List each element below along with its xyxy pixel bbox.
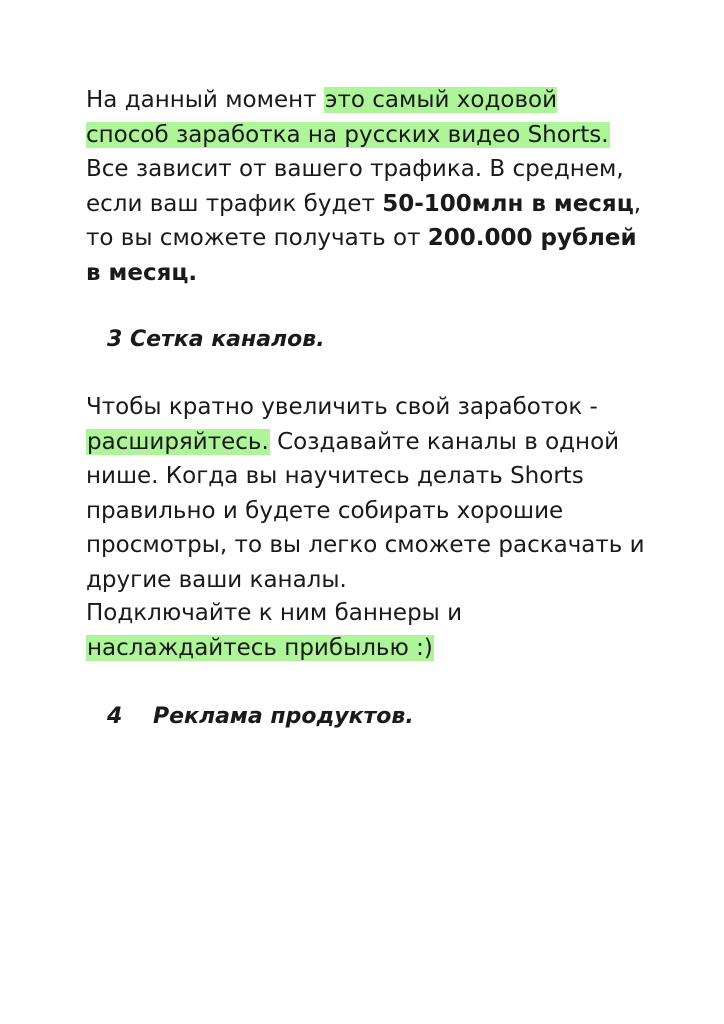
text: Создавайте каналы в одной нише. Когда вы научитесь делать Shorts правильно и будете собирать хорошие просмотры, то вы легко сможете раскачать и другие ваши каналы. [86, 428, 645, 593]
highlighted-text: наслаждайтесь прибылью :) [87, 634, 433, 661]
section-title: Сетка каналов. [129, 327, 325, 352]
section-heading-channel-network [107, 325, 325, 355]
text: Подключайте к ним баннеры и [86, 600, 463, 626]
highlighted-text: это самый ходовой способ заработка на русских видео Shorts. [86, 87, 609, 148]
text: На данный момент [86, 87, 324, 113]
section-number: 3 [107, 327, 123, 352]
paragraph-banners [86, 596, 646, 665]
text: , то вы сможете получать от [86, 190, 642, 251]
bold-text: 200.000 рублей в месяц. [86, 225, 637, 286]
highlighted-text: расширяйтесь. [87, 428, 269, 455]
text: Чтобы кратно увеличить свой заработок - [86, 394, 598, 420]
section-heading-product-ads [107, 702, 414, 732]
section-number: 4 [107, 704, 123, 729]
paragraph-income-overview [86, 83, 646, 290]
section-title: Реклама продуктов. [153, 704, 414, 729]
text: Все зависит от вашего трафика. В среднем, если ваш трафик будет [86, 156, 624, 217]
paragraph-expand-channels [86, 390, 646, 597]
bold-text: 50-100млн в месяц [382, 190, 634, 217]
